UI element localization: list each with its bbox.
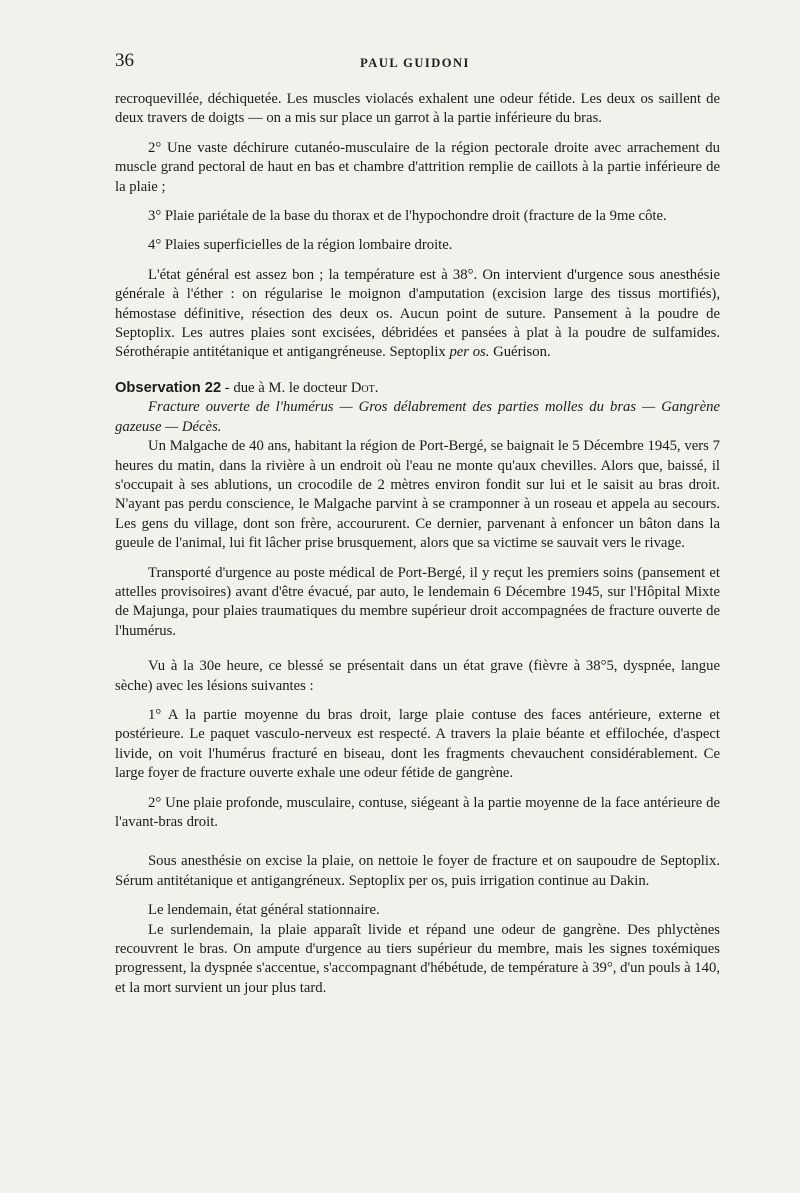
observation-attribution: - due à M. le docteur (224, 379, 348, 396)
outcome-text: Guérison. (493, 344, 551, 361)
case-subtitle: Fracture ouverte de l'humérus — Gros délabrement des parties molles du bras — Gangrène gazeuse — Décès. (115, 399, 720, 435)
lesion-item-1: 1° A la partie moyenne du bras droit, large plaie contuse des faces antérieure, externe et postérieure. Le paquet vasculo-nerveux est respecté. A travers la plaie béante et effilochée, d'aspect livide, on voit l'humérus fracturé en biseau, dont les fragments chevauchent considérablement. Ce large foyer de fracture ouverte exhale une odeur fétide de gangrène. (115, 706, 720, 782)
per-os-italic: per os. (449, 344, 490, 361)
observation-label: Observation 22 (115, 379, 222, 396)
page-header (115, 50, 715, 74)
lesion-item-2: 2° Une vaste déchirure cutanéo-musculaire de la région pectorale droite avec arrachement du muscle grand pectoral de haut en bas et chambre d'attrition remplie de caillots à la partie inférieure de la plaie ; (115, 139, 720, 195)
paragraph-treatment (115, 266, 720, 363)
observation-doctor: Dot. (350, 379, 379, 396)
paragraph-surgery: Sous anesthésie on excise la plaie, on nettoie le foyer de fracture et on saupoudre de Septoplix. Sérum antitétanique et antigangréneux. Septoplix per os, puis irrigation continue au Dakin. (115, 853, 720, 889)
running-head-author: PAUL GUIDONI (360, 56, 470, 70)
page-number: 36 (115, 50, 134, 71)
lesion-item-3: 3° Plaie pariétale de la base du thorax et de l'hypochondre droit (fracture de la 9me côte. (148, 208, 667, 225)
page-body (115, 90, 720, 998)
paragraph-transport: Transporté d'urgence au poste médical de Port-Bergé, il y reçut les premiers soins (pansement et attelles provisoires) avant d'être évacué, par auto, le lendemain 6 Décembre 1945, sur l'Hôpital Mixte de Majunga, pour plaies traumatiques du membre supérieur droit accompagnées de fracture ouverte de l'humérus. (115, 564, 720, 639)
paragraph-history: Un Malgache de 40 ans, habitant la région de Port-Bergé, se baignait le 5 Décembre 1945, vers 7 heures du matin, dans la rivière à un endroit où l'eau ne monte qu'aux chevilles. Alors que, baissé, il s'occupait à ses ablutions, un crocodile de 2 mètres environ fondit sur lui et le saisit au bras droit. N'ayant pas perdu conscience, le Malgache parvint à se cramponner à un roseau et appela au secours. Les gens du village, dont son frère, accoururent. Ce dernier, parvenant à enfoncer un bâton dans la gueule de l'animal, lui fit lâcher prise brusquement, alors que sa victime se sauvait vers le rivage. (115, 438, 720, 552)
lesion-item-2b: 2° Une plaie profonde, musculaire, contuse, siégeant à la partie moyenne de la face antérieure de l'avant-bras droit. (115, 794, 720, 830)
treatment-text: L'état général est assez bon ; la température est à 38°. On intervient d'urgence sous anesthésie générale à l'éther : on régularise le moignon d'amputation (excision large des tissus mortifiés), hémostase définitive, résection des deux os. Aucun point de suture. Pansement à la poudre de Septoplix. Les autres plaies sont excisées, débridées et pansées à plat à la poudre de sulfamides. Sérothérapie antitétanique et antigangréneuse. Septoplix (115, 266, 720, 361)
observation-heading (115, 379, 720, 398)
paragraph-next-day: Le lendemain, état général stationnaire. (148, 902, 380, 919)
paragraph-outcome: Le surlendemain, la plaie apparaît livide et répand une odeur de gangrène. Des phlyctènes recouvrent le bras. On ampute d'urgence au tiers supérieur du membre, mais les signes toxémiques progressent, la dyspnée s'accentue, s'accompagnant d'hébétude, de température à 39°, d'un pouls à 140, et la mort survient un jour plus tard. (115, 921, 720, 996)
paragraph-examination: Vu à la 30e heure, ce blessé se présentait dans un état grave (fièvre à 38°5, dyspnée, langue sèche) avec les lésions suivantes : (115, 658, 720, 694)
paragraph: recroquevillée, déchiquetée. Les muscles violacés exhalent une odeur fétide. Les deux os saillent de deux travers de doigts — on a mis sur place un garrot à la partie inférieure du bras. (115, 91, 720, 127)
lesion-item-4: 4° Plaies superficielles de la région lombaire droite. (148, 237, 453, 254)
